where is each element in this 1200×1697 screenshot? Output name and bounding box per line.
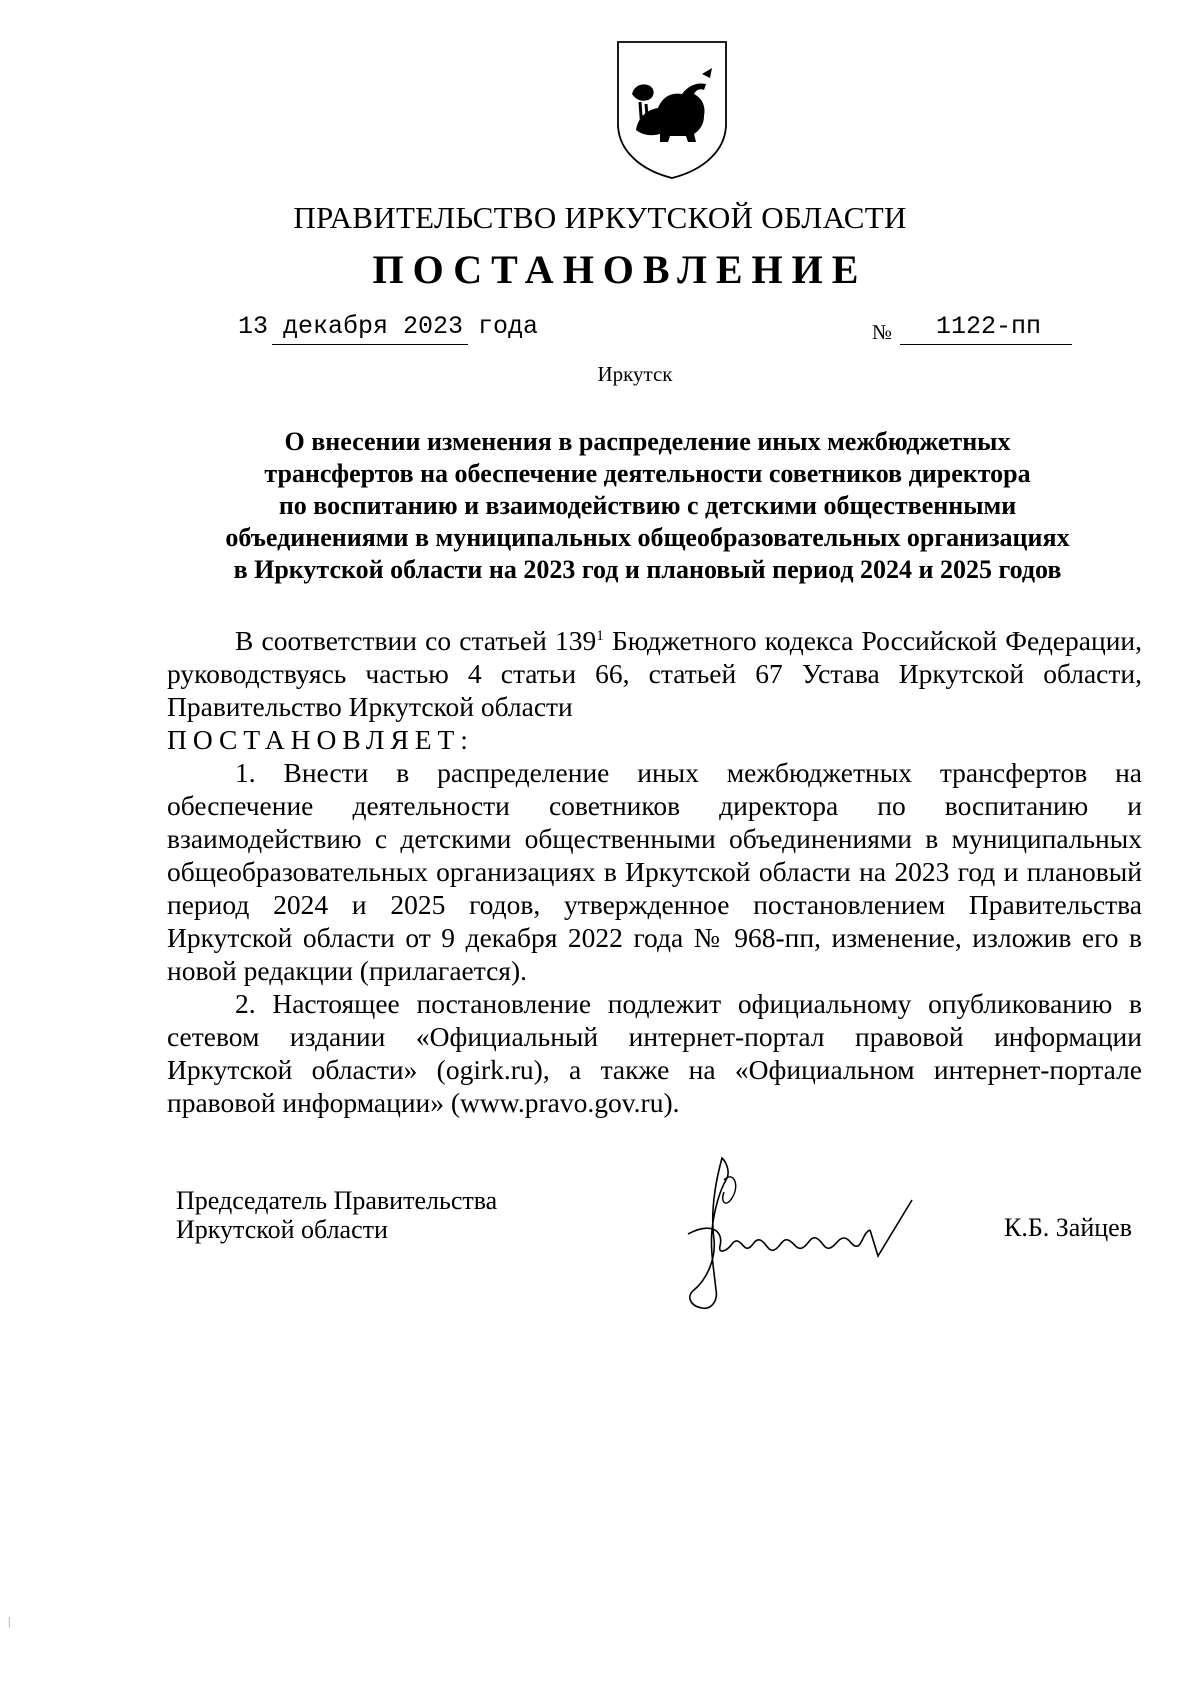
document-type: ПОСТАНОВЛЕНИЕ <box>372 247 868 292</box>
decree-word: ПОСТАНОВЛЯЕТ: <box>167 724 474 756</box>
item-2-paragraph: 2. Настоящее постановление подлежит официальному опубликованию в сетевом издании «Официальный интернет-портал правовой информации Иркутской области» (ogirk.ru), а также на «Официальном интернет-портале правовой информации» (www.pravo.gov.ru). <box>167 988 1142 1119</box>
title-line: трансфертов на обеспечение деятельности советников директора <box>264 459 1031 488</box>
preamble-paragraph <box>167 620 1142 723</box>
preamble-text-part2: Бюджетного кодекса Российской Федерации, руководствуясь частью 4 статьи 66, статьей 67 Устава Иркутской области, Правительство Иркутской области <box>167 625 1142 723</box>
date-underline <box>272 344 468 345</box>
document-body <box>167 620 1142 1119</box>
title-line: в Иркутской области на 2023 год и плановый период 2024 и 2025 годов <box>233 555 1062 584</box>
preamble-text-part1: В соответствии со статьей 139 <box>235 625 597 657</box>
article-superscript: 1 <box>596 628 604 644</box>
document-number: 1122-пп <box>936 312 1042 341</box>
signer-position <box>176 1186 497 1244</box>
number-underline <box>900 344 1072 345</box>
handwritten-signature-icon <box>680 1150 930 1315</box>
number-sign: № <box>872 320 893 344</box>
item-1-paragraph: 1. Внести в распределение иных межбюджетных трансфертов на обеспечение деятельности советников директора по воспитанию и взаимодействию с детскими общественными объединениями в муниципальных общеобразовательных организациях в Иркутской области на 2023 год и плановый период 2024 и 2025 годов, утвержденное постановлением Правительства Иркутской области от 9 декабря 2022 года № 968-пп, изменение, изложив его в новой редакции (прилагается). <box>167 757 1142 987</box>
signer-position-line: Председатель Правительства <box>176 1186 498 1215</box>
authority-name: ПРАВИТЕЛЬСТВО ИРКУТСКОЙ ОБЛАСТИ <box>293 200 907 235</box>
signer-name: К.Б. Зайцев <box>1004 1213 1132 1242</box>
coat-of-arms-icon <box>612 38 732 182</box>
title-line: объединениями в муниципальных общеобразовательных организациях <box>225 523 1070 552</box>
title-line: по воспитанию и взаимодействию с детскими общественными <box>278 491 1017 520</box>
document-date: 13 декабря 2023 года <box>238 312 539 341</box>
document-city: Иркутск <box>597 362 673 386</box>
scan-edge-mark: | <box>8 1614 11 1628</box>
signer-position-line: Иркутской области <box>176 1215 388 1244</box>
title-line: О внесении изменения в распределение иных межбюджетных <box>284 427 1011 456</box>
document-title <box>160 426 1135 586</box>
